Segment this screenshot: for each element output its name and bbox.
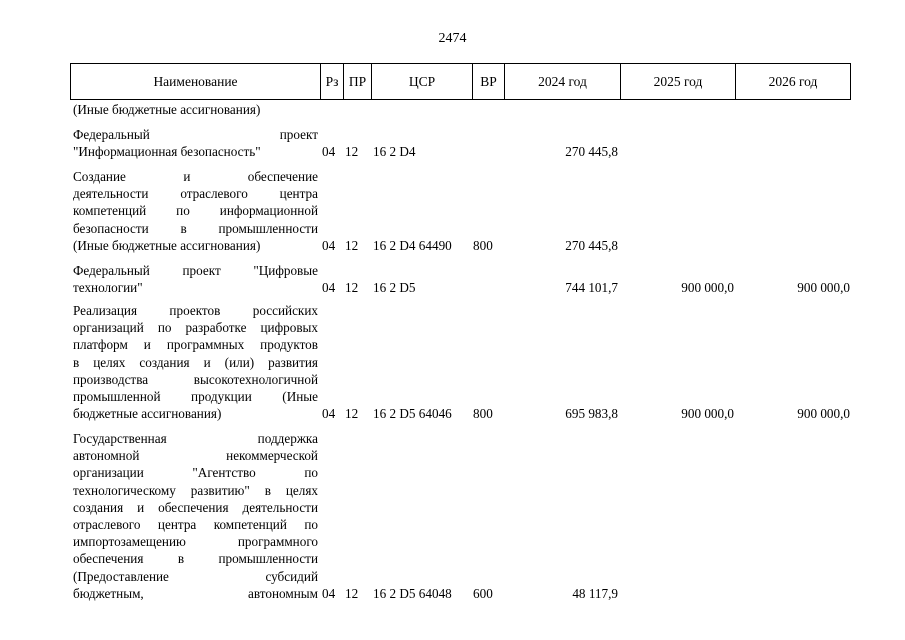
header-2026: 2026 год [768, 74, 818, 89]
cell-vr: 800 [473, 237, 493, 253]
row-name-line: отраслевого центра компетенций по [73, 517, 318, 533]
cell-csr: 16 2 D4 [373, 144, 416, 160]
row-name-line: технологическому развитию" в целях [73, 482, 318, 498]
row-name-line: компетенций по информационной [73, 203, 318, 219]
cell-pr: 12 [345, 280, 359, 296]
header-name: Наименование [71, 64, 321, 99]
row-name-line: Федеральный проект [73, 127, 318, 142]
row-name-line: (Иные бюджетные ассигнования) [73, 237, 261, 253]
cell-rz: 04 [322, 237, 336, 253]
cell-y2026: 900 000,0 [797, 406, 850, 422]
header-vr: ВР [473, 64, 505, 99]
row-name-line: бюджетные ассигнования) [73, 406, 222, 422]
header-2024: 2024 год [505, 64, 621, 99]
cell-y2024: 270 445,8 [565, 237, 618, 253]
header-csr: ЦСР [372, 64, 473, 99]
row-name-line: безопасности в промышленности [73, 220, 318, 236]
row-name [73, 302, 318, 422]
cell-pr: 12 [345, 585, 359, 601]
row-name-line: Создание и обеспечение [73, 169, 318, 184]
cell-rz: 04 [322, 585, 336, 601]
cell-y2025: 900 000,0 [681, 280, 734, 296]
cell-rz: 04 [322, 406, 336, 422]
cell-y2024: 48 117,9 [572, 585, 618, 601]
row-name [73, 262, 318, 296]
cell-y2024: 695 983,8 [565, 406, 618, 422]
cell-csr: 16 2 D5 64046 [373, 406, 452, 422]
row-name-line: производства высокотехнологичной [73, 371, 318, 387]
row-name-line: автономной некоммерческой [73, 448, 318, 464]
cell-pr: 12 [345, 144, 359, 160]
table-header [70, 63, 851, 100]
row-name-line: обеспечения в промышленности [73, 551, 318, 567]
row-name-line: Государственная поддержка [73, 431, 318, 446]
row-name [73, 126, 318, 160]
row-name-line: в целях создания и (или) развития [73, 354, 318, 370]
row-name-line: технологии" [73, 280, 143, 296]
row-name-line: промышленной продукции (Иные [73, 389, 318, 405]
row-name-line: деятельности отраслевого центра [73, 186, 318, 202]
cell-vr: 600 [473, 585, 493, 601]
cell-y2024: 744 101,7 [565, 280, 618, 296]
cell-csr: 16 2 D5 [373, 280, 416, 296]
cell-rz: 04 [322, 144, 336, 160]
row-name [73, 101, 318, 118]
row-name-line: импортозамещению программного [73, 534, 318, 550]
row-name-line: бюджетным, автономным [73, 585, 318, 601]
row-name-line: организации "Агентство по [73, 465, 318, 481]
header-2025: 2025 год [621, 64, 736, 99]
row-name-line: Федеральный проект "Цифровые [73, 263, 318, 278]
row-name [73, 430, 318, 602]
row-name-line: (Иные бюджетные ассигнования) [73, 102, 261, 117]
cell-y2024: 270 445,8 [565, 144, 618, 160]
row-name-line: "Информационная безопасность" [73, 144, 261, 160]
row-name-line: (Предоставление субсидий [73, 568, 318, 584]
cell-rz: 04 [322, 280, 336, 296]
row-name-line: организаций по разработке цифровых [73, 320, 318, 336]
cell-y2025: 900 000,0 [681, 406, 734, 422]
header-rz: Рз [321, 64, 344, 99]
cell-vr: 800 [473, 406, 493, 422]
row-name [73, 168, 318, 254]
cell-y2026: 900 000,0 [797, 280, 850, 296]
row-name-line: Реализация проектов российских [73, 303, 318, 318]
cell-pr: 12 [345, 406, 359, 422]
cell-csr: 16 2 D4 64490 [373, 237, 452, 253]
row-name-line: создания и обеспечения деятельности [73, 499, 318, 515]
row-name-line: платформ и программных продуктов [73, 337, 318, 353]
cell-csr: 16 2 D5 64048 [373, 585, 452, 601]
page-number: 2474 [438, 31, 467, 46]
cell-pr: 12 [345, 237, 359, 253]
header-pr: ПР [344, 64, 372, 99]
